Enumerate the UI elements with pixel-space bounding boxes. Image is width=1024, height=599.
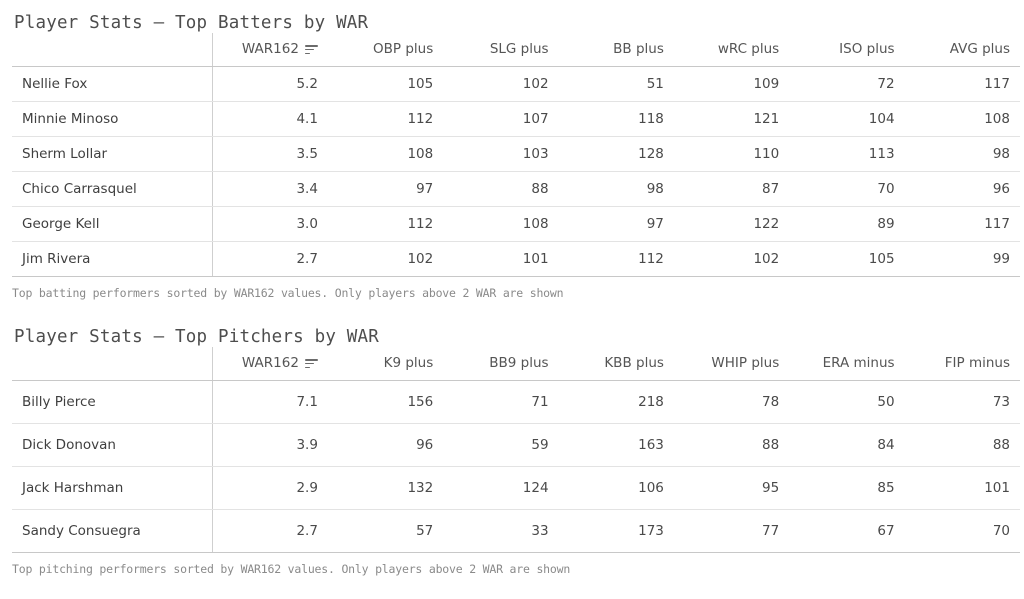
- column-header[interactable]: WHIP plus: [674, 347, 789, 381]
- cell-value: 107: [443, 102, 558, 137]
- cell-value: 84: [789, 424, 904, 467]
- cell-value: 71: [443, 381, 558, 424]
- column-header[interactable]: SLG plus: [443, 33, 558, 67]
- table-header-row: [12, 347, 1020, 381]
- cell-value: 96: [905, 172, 1020, 207]
- cell-value: 104: [789, 102, 904, 137]
- column-header[interactable]: OBP plus: [328, 33, 443, 67]
- cell-value: 70: [905, 510, 1020, 553]
- cell-value: 103: [443, 137, 558, 172]
- column-header-label: WAR162: [241, 41, 299, 57]
- cell-value: 98: [905, 137, 1020, 172]
- cell-value: 70: [789, 172, 904, 207]
- column-header-name: [12, 347, 213, 381]
- cell-value: 89: [789, 207, 904, 242]
- table-row: [12, 424, 1020, 467]
- cell-value: 51: [559, 67, 674, 102]
- table-header-row: [12, 33, 1020, 67]
- cell-value: 99: [905, 242, 1020, 277]
- cell-value: 96: [328, 424, 443, 467]
- table-row: [12, 67, 1020, 102]
- cell-value: 118: [559, 102, 674, 137]
- cell-value: 109: [674, 67, 789, 102]
- player-name: Nellie Fox: [12, 67, 213, 102]
- cell-value: 59: [443, 424, 558, 467]
- cell-value: 73: [905, 381, 1020, 424]
- cell-value: 95: [674, 467, 789, 510]
- cell-value: 5.2: [213, 67, 328, 102]
- column-header-sorted[interactable]: [213, 33, 328, 67]
- player-name: George Kell: [12, 207, 213, 242]
- cell-value: 156: [328, 381, 443, 424]
- page-title-pitchers: Player Stats – Top Pitchers by WAR: [14, 327, 380, 347]
- cell-value: 122: [674, 207, 789, 242]
- cell-value: 105: [789, 242, 904, 277]
- batters-table: [12, 33, 1020, 277]
- cell-value: 102: [443, 67, 558, 102]
- cell-value: 57: [328, 510, 443, 553]
- cell-value: 2.7: [213, 510, 328, 553]
- table-caption-batters: Top batting performers sorted by WAR162 values. Only players above 2 WAR are shown: [12, 286, 564, 300]
- column-header[interactable]: wRC plus: [674, 33, 789, 67]
- table-row: [12, 510, 1020, 553]
- table-row: [12, 242, 1020, 277]
- player-name: Chico Carrasquel: [12, 172, 213, 207]
- column-header[interactable]: FIP minus: [905, 347, 1020, 381]
- cell-value: 108: [905, 102, 1020, 137]
- cell-value: 117: [905, 67, 1020, 102]
- table-caption-pitchers: Top pitching performers sorted by WAR162 values. Only players above 2 WAR are shown: [12, 562, 571, 576]
- cell-value: 33: [443, 510, 558, 553]
- cell-value: 50: [789, 381, 904, 424]
- cell-value: 101: [443, 242, 558, 277]
- column-header[interactable]: AVG plus: [905, 33, 1020, 67]
- cell-value: 132: [328, 467, 443, 510]
- player-name: Minnie Minoso: [12, 102, 213, 137]
- cell-value: 102: [674, 242, 789, 277]
- player-name: Jim Rivera: [12, 242, 213, 277]
- cell-value: 124: [443, 467, 558, 510]
- table-row: [12, 381, 1020, 424]
- column-header[interactable]: KBB plus: [559, 347, 674, 381]
- cell-value: 108: [328, 137, 443, 172]
- table-row: [12, 467, 1020, 510]
- pitchers-section: [0, 300, 1024, 576]
- player-name: Dick Donovan: [12, 424, 213, 467]
- cell-value: 218: [559, 381, 674, 424]
- cell-value: 2.9: [213, 467, 328, 510]
- cell-value: 72: [789, 67, 904, 102]
- cell-value: 88: [905, 424, 1020, 467]
- cell-value: 163: [559, 424, 674, 467]
- cell-value: 112: [328, 102, 443, 137]
- cell-value: 3.4: [213, 172, 328, 207]
- column-header-label: WAR162: [241, 355, 299, 371]
- column-header[interactable]: BB9 plus: [443, 347, 558, 381]
- column-header[interactable]: BB plus: [559, 33, 674, 67]
- cell-value: 101: [905, 467, 1020, 510]
- cell-value: 121: [674, 102, 789, 137]
- cell-value: 97: [328, 172, 443, 207]
- table-row: [12, 137, 1020, 172]
- column-header[interactable]: ISO plus: [789, 33, 904, 67]
- cell-value: 87: [674, 172, 789, 207]
- cell-value: 128: [559, 137, 674, 172]
- sort-descending-icon: [305, 45, 318, 56]
- player-name: Sandy Consuegra: [12, 510, 213, 553]
- cell-value: 3.0: [213, 207, 328, 242]
- cell-value: 77: [674, 510, 789, 553]
- cell-value: 98: [559, 172, 674, 207]
- cell-value: 3.9: [213, 424, 328, 467]
- cell-value: 97: [559, 207, 674, 242]
- column-header[interactable]: ERA minus: [789, 347, 904, 381]
- column-header-name: [12, 33, 213, 67]
- cell-value: 4.1: [213, 102, 328, 137]
- column-header-sorted[interactable]: [213, 347, 328, 381]
- cell-value: 105: [328, 67, 443, 102]
- cell-value: 173: [559, 510, 674, 553]
- cell-value: 112: [559, 242, 674, 277]
- cell-value: 7.1: [213, 381, 328, 424]
- cell-value: 102: [328, 242, 443, 277]
- player-name: Jack Harshman: [12, 467, 213, 510]
- cell-value: 88: [443, 172, 558, 207]
- pitchers-table: [12, 347, 1020, 553]
- sort-descending-icon: [305, 359, 318, 370]
- cell-value: 78: [674, 381, 789, 424]
- cell-value: 112: [328, 207, 443, 242]
- cell-value: 108: [443, 207, 558, 242]
- page-title-batters: Player Stats – Top Batters by WAR: [14, 13, 369, 33]
- cell-value: 85: [789, 467, 904, 510]
- table-row: [12, 172, 1020, 207]
- player-name: Billy Pierce: [12, 381, 213, 424]
- cell-value: 110: [674, 137, 789, 172]
- table-row: [12, 207, 1020, 242]
- cell-value: 113: [789, 137, 904, 172]
- player-name: Sherm Lollar: [12, 137, 213, 172]
- cell-value: 106: [559, 467, 674, 510]
- column-header[interactable]: K9 plus: [328, 347, 443, 381]
- cell-value: 67: [789, 510, 904, 553]
- cell-value: 3.5: [213, 137, 328, 172]
- cell-value: 88: [674, 424, 789, 467]
- cell-value: 2.7: [213, 242, 328, 277]
- table-row: [12, 102, 1020, 137]
- cell-value: 117: [905, 207, 1020, 242]
